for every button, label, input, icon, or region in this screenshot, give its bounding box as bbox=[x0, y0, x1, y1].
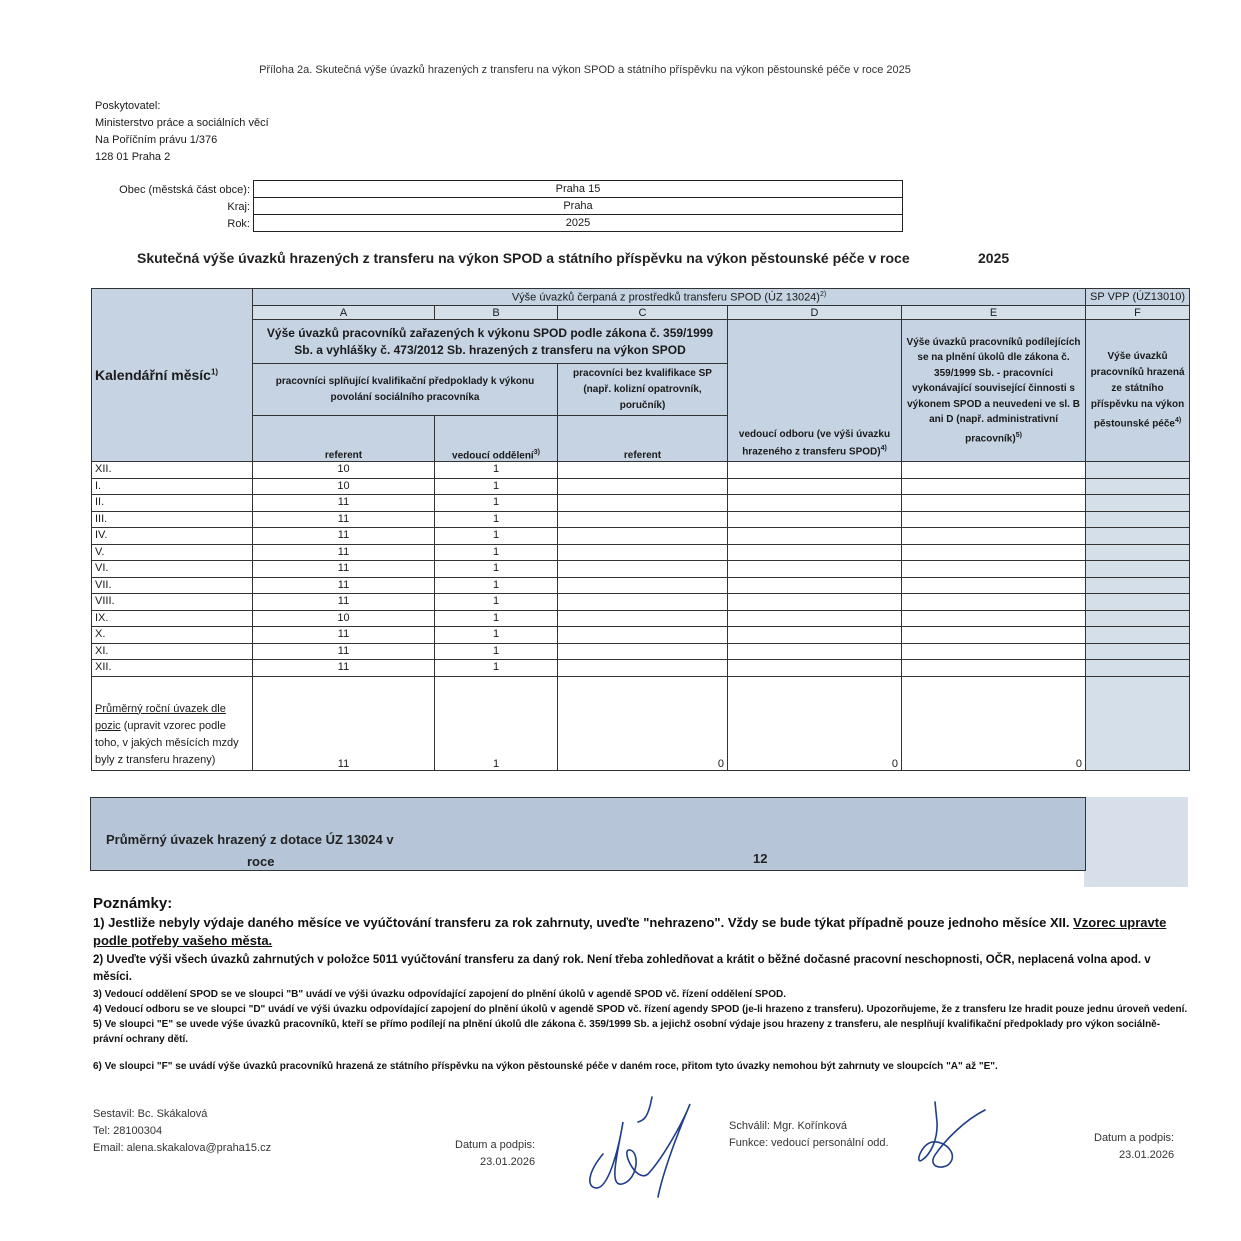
b-cell: 1 bbox=[435, 643, 558, 660]
f-cell bbox=[1086, 528, 1190, 545]
e-cell bbox=[902, 495, 1086, 512]
letter-d: D bbox=[728, 306, 902, 320]
month-cell: II. bbox=[92, 495, 253, 512]
f-cell bbox=[1086, 594, 1190, 611]
e-cell bbox=[902, 511, 1086, 528]
meta-labels bbox=[80, 182, 250, 233]
total-box bbox=[90, 797, 1086, 871]
note-2: 2) Uveďte výši všech úvazků zahrnutých v položce 5011 vyúčtování transferu za daný rok. Není třeba zohledňovat a krátit o běžné dočasné pracovní neschopnosti, OČR, neplacená volna apod. v měsíci. bbox=[93, 954, 1151, 983]
fte-table bbox=[91, 288, 1190, 771]
f-cell bbox=[1086, 660, 1190, 677]
section-heading: Skutečná výše úvazků hrazených z transferu na výkon SPOD a státního příspěvku na výkon pěstounské péče v roce bbox=[137, 250, 910, 266]
month-cell: V. bbox=[92, 544, 253, 561]
b-cell: 1 bbox=[435, 594, 558, 611]
b-cell: 1 bbox=[435, 610, 558, 627]
d-cell bbox=[728, 478, 902, 495]
rok-value: 2025 bbox=[565, 217, 591, 229]
a-cell: 11 bbox=[253, 627, 435, 644]
letter-f: F bbox=[1086, 306, 1190, 320]
d-cell bbox=[728, 561, 902, 578]
table-row bbox=[92, 478, 1190, 495]
e-cell bbox=[902, 660, 1086, 677]
letter-e: E bbox=[902, 306, 1086, 320]
f-cell bbox=[1086, 561, 1190, 578]
e-cell bbox=[902, 594, 1086, 611]
table-row bbox=[92, 495, 1190, 512]
d-cell bbox=[728, 643, 902, 660]
table-row bbox=[92, 544, 1190, 561]
month-cell: XII. bbox=[92, 660, 253, 677]
f-header: Výše úvazků pracovníků hrazená ze státního příspěvku na výkon pěstounské péče$^{4)}$ bbox=[1086, 320, 1190, 462]
letter-c: C bbox=[558, 306, 728, 320]
d-cell bbox=[728, 511, 902, 528]
c-sub-header: referent bbox=[558, 416, 728, 462]
c-cell bbox=[558, 594, 728, 611]
month-cell: I. bbox=[92, 478, 253, 495]
a-cell: 11 bbox=[253, 528, 435, 545]
compiled-by: Sestavil: Bc. Skákalová bbox=[93, 1108, 208, 1120]
d-cell bbox=[728, 660, 902, 677]
f-cell bbox=[1086, 627, 1190, 644]
c-cell bbox=[558, 561, 728, 578]
c-cell bbox=[558, 495, 728, 512]
date-block-right bbox=[1094, 1130, 1174, 1164]
spvpp-header: SP VPP (ÚZ13010) bbox=[1086, 289, 1190, 306]
section-heading-year: 2025 bbox=[978, 250, 1010, 266]
c-cell bbox=[558, 544, 728, 561]
e-cell bbox=[902, 478, 1086, 495]
f-cell bbox=[1086, 462, 1190, 479]
date-label-right: Datum a podpis: bbox=[1094, 1132, 1175, 1144]
d-header: vedoucí odboru (ve výši úvazku hrazeného z transferu SPOD)$^{4)}$ bbox=[728, 320, 902, 462]
total-label: Průměrný úvazek hrazený z dotace ÚZ 13024 v bbox=[106, 832, 394, 847]
obec-value: Praha 15 bbox=[254, 181, 902, 198]
f-cell bbox=[1086, 495, 1190, 512]
b-cell: 1 bbox=[435, 544, 558, 561]
month-cell: XI. bbox=[92, 643, 253, 660]
a-cell: 11 bbox=[253, 594, 435, 611]
approved-by-block bbox=[729, 1118, 889, 1152]
b-cell: 1 bbox=[435, 462, 558, 479]
c-cell bbox=[558, 577, 728, 594]
avg-f bbox=[1086, 676, 1190, 770]
avg-e: 0 bbox=[902, 676, 1086, 770]
d-cell bbox=[728, 495, 902, 512]
e-cell bbox=[902, 627, 1086, 644]
c-cell bbox=[558, 660, 728, 677]
table-row bbox=[92, 528, 1190, 545]
e-header: Výše úvazků pracovníků podílejících se na plnění úkolů dle zákona č. 359/1999 Sb. - pracovníci vykonávající související činnosti s výkonem SPOD a neuvedeni ve sl. B ani D (např. administrativní pracovník)$^{5)}$ bbox=[902, 320, 1086, 462]
approved-by: Schválil: Mgr. Kořínková bbox=[729, 1120, 847, 1132]
c-cell bbox=[558, 462, 728, 479]
a-cell: 11 bbox=[253, 495, 435, 512]
d-cell bbox=[728, 577, 902, 594]
f-cell bbox=[1086, 544, 1190, 561]
month-cell: XII. bbox=[92, 462, 253, 479]
compiled-by-block bbox=[93, 1106, 271, 1157]
b-cell: 1 bbox=[435, 627, 558, 644]
letter-b: B bbox=[435, 306, 558, 320]
table-row bbox=[92, 594, 1190, 611]
kraj-value: Praha bbox=[254, 198, 902, 215]
table-row bbox=[92, 643, 1190, 660]
d-cell bbox=[728, 594, 902, 611]
month-cell: VIII. bbox=[92, 594, 253, 611]
rok-label: Rok: bbox=[227, 218, 250, 230]
note-3: 3) Vedoucí oddělení SPOD se ve sloupci "B" uvádí ve výši úvazku odpovídající zapojení do plnění úkolů v agendě SPOD vč. řízení oddělení SPOD. bbox=[93, 989, 786, 1000]
e-cell bbox=[902, 528, 1086, 545]
e-cell bbox=[902, 610, 1086, 627]
signature-left-icon bbox=[578, 1092, 698, 1202]
total-label-year: roce bbox=[247, 854, 275, 869]
d-cell bbox=[728, 528, 902, 545]
table-row bbox=[92, 511, 1190, 528]
avg-d: 0 bbox=[728, 676, 902, 770]
e-cell bbox=[902, 544, 1086, 561]
note-4: 4) Vedoucí odboru se ve sloupci "D" uvádí ve výši úvazku odpovídající zapojení do plnění úkolů v agendě SPOD vč. řízení agendy SPOD (je-li hrazeno z transferu). Upozorňujeme, že z transferu lze hradit pouze jednu úroveň vedení. bbox=[93, 1004, 1188, 1015]
f-cell bbox=[1086, 478, 1190, 495]
provider-label: Poskytovatel: bbox=[95, 100, 161, 112]
b-sub-header: vedoucí oddělení$^{3)}$ bbox=[435, 416, 558, 462]
a-cell: 11 bbox=[253, 660, 435, 677]
month-cell: VI. bbox=[92, 561, 253, 578]
b-cell: 1 bbox=[435, 660, 558, 677]
d-cell bbox=[728, 462, 902, 479]
b-cell: 1 bbox=[435, 577, 558, 594]
avg-b: 1 bbox=[435, 676, 558, 770]
month-cell: III. bbox=[92, 511, 253, 528]
month-header: Kalendářní měsíc$^{1)}$ bbox=[92, 289, 253, 462]
provider-block bbox=[95, 98, 269, 166]
c-cell bbox=[558, 643, 728, 660]
abc-header: Výše úvazků pracovníků zařazených k výkonu SPOD podle zákona č. 359/1999 Sb. a vyhlášky č. 473/2012 Sb. hrazených z transferu na výkon SPOD bbox=[253, 320, 728, 364]
d-cell bbox=[728, 544, 902, 561]
note-1: 1) Jestliže nebyly výdaje daného měsíce ve vyúčtování transferu za rok zahrnuty, uveďte "nehrazeno". Vždy se bude týkat případně pouze jednoho měsíce XII. Vzorec upravte podle potřeby vašeho města. bbox=[93, 915, 1167, 948]
a-cell: 11 bbox=[253, 561, 435, 578]
c-cell bbox=[558, 627, 728, 644]
provider-street: Na Poříčním právu 1/376 bbox=[95, 134, 218, 146]
a-cell: 10 bbox=[253, 610, 435, 627]
notes bbox=[93, 894, 1188, 1074]
e-cell bbox=[902, 462, 1086, 479]
c-cell bbox=[558, 528, 728, 545]
e-cell bbox=[902, 643, 1086, 660]
a-cell: 11 bbox=[253, 577, 435, 594]
obec-label: Obec (městská část obce): bbox=[119, 184, 250, 196]
b-cell: 1 bbox=[435, 561, 558, 578]
date-block-left bbox=[455, 1137, 535, 1171]
f-cell bbox=[1086, 643, 1190, 660]
total-box-tail bbox=[1084, 797, 1188, 887]
signature-right-icon bbox=[900, 1100, 990, 1175]
table-row bbox=[92, 610, 1190, 627]
b-cell: 1 bbox=[435, 511, 558, 528]
f-cell bbox=[1086, 511, 1190, 528]
month-cell: IV. bbox=[92, 528, 253, 545]
avg-label: Průměrný roční úvazek dle pozic (upravit vzorec podle toho, v jakých měsících mzdy byly z transferu hrazeny) bbox=[92, 676, 253, 770]
c-header: pracovníci bez kvalifikace SP (např. kolizní opatrovník, poručník) bbox=[558, 364, 728, 416]
b-cell: 1 bbox=[435, 528, 558, 545]
a-cell: 10 bbox=[253, 462, 435, 479]
table-row bbox=[92, 577, 1190, 594]
notes-heading: Poznámky: bbox=[93, 895, 173, 912]
c-cell bbox=[558, 478, 728, 495]
a-cell: 11 bbox=[253, 544, 435, 561]
note-5: 5) Ve sloupci "E" se uvede výše úvazků pracovníků, kteří se přímo podílejí na plnění úkolů dle zákona č. 359/1999 Sb. a jejichž osobní výdaje jsou hrazeny z transferu, ale nesplňují kvalifikační předpoklady pro výkon sociálně-právní ochrany dětí. bbox=[93, 1019, 1161, 1045]
total-value: 12 bbox=[753, 851, 768, 866]
table-row bbox=[92, 561, 1190, 578]
month-cell: X. bbox=[92, 627, 253, 644]
table-row bbox=[92, 627, 1190, 644]
compiled-tel: Tel: 28100304 bbox=[93, 1125, 163, 1137]
f-cell bbox=[1086, 610, 1190, 627]
e-cell bbox=[902, 577, 1086, 594]
b-cell: 1 bbox=[435, 478, 558, 495]
date-left: 23.01.2026 bbox=[480, 1156, 536, 1168]
month-cell: VII. bbox=[92, 577, 253, 594]
ab-header: pracovníci splňující kvalifikační předpoklady k výkonu povolání sociálního pracovníka bbox=[253, 364, 558, 416]
e-cell bbox=[902, 561, 1086, 578]
approved-function: Funkce: vedoucí personální odd. bbox=[729, 1137, 889, 1149]
group-header: Výše úvazků čerpaná z prostředků transferu SPOD (ÚZ 13024)$^{2)}$ bbox=[253, 289, 1086, 306]
date-label-left: Datum a podpis: bbox=[455, 1139, 536, 1151]
avg-a: 11 bbox=[253, 676, 435, 770]
a-cell: 10 bbox=[253, 478, 435, 495]
compiled-email: Email: alena.skakalova@praha15.cz bbox=[93, 1142, 272, 1154]
avg-c: 0 bbox=[558, 676, 728, 770]
date-right: 23.01.2026 bbox=[1119, 1149, 1175, 1161]
provider-name: Ministerstvo práce a sociálních věcí bbox=[95, 117, 269, 129]
table-row bbox=[92, 462, 1190, 479]
f-cell bbox=[1086, 577, 1190, 594]
c-cell bbox=[558, 610, 728, 627]
a-cell: 11 bbox=[253, 511, 435, 528]
d-cell bbox=[728, 627, 902, 644]
meta-box bbox=[253, 180, 903, 232]
document-title: Příloha 2a. Skutečná výše úvazků hrazených z transferu na výkon SPOD a státního příspěvku na výkon pěstounské péče v roce 2025 bbox=[259, 64, 911, 76]
c-cell bbox=[558, 511, 728, 528]
provider-city: 128 01 Praha 2 bbox=[95, 151, 171, 163]
month-cell: IX. bbox=[92, 610, 253, 627]
d-cell bbox=[728, 610, 902, 627]
note-6: 6) Ve sloupci "F" se uvádí výše úvazků pracovníků hrazená ze státního příspěvku na výkon pěstounské péče v daném roce, přitom tyto úvazky nemohou být zahrnuty ve sloupcích "A" až "E". bbox=[93, 1061, 998, 1072]
table-row bbox=[92, 660, 1190, 677]
letter-a: A bbox=[253, 306, 435, 320]
a-cell: 11 bbox=[253, 643, 435, 660]
a-sub-header: referent bbox=[253, 416, 435, 462]
kraj-label: Kraj: bbox=[227, 201, 250, 213]
b-cell: 1 bbox=[435, 495, 558, 512]
